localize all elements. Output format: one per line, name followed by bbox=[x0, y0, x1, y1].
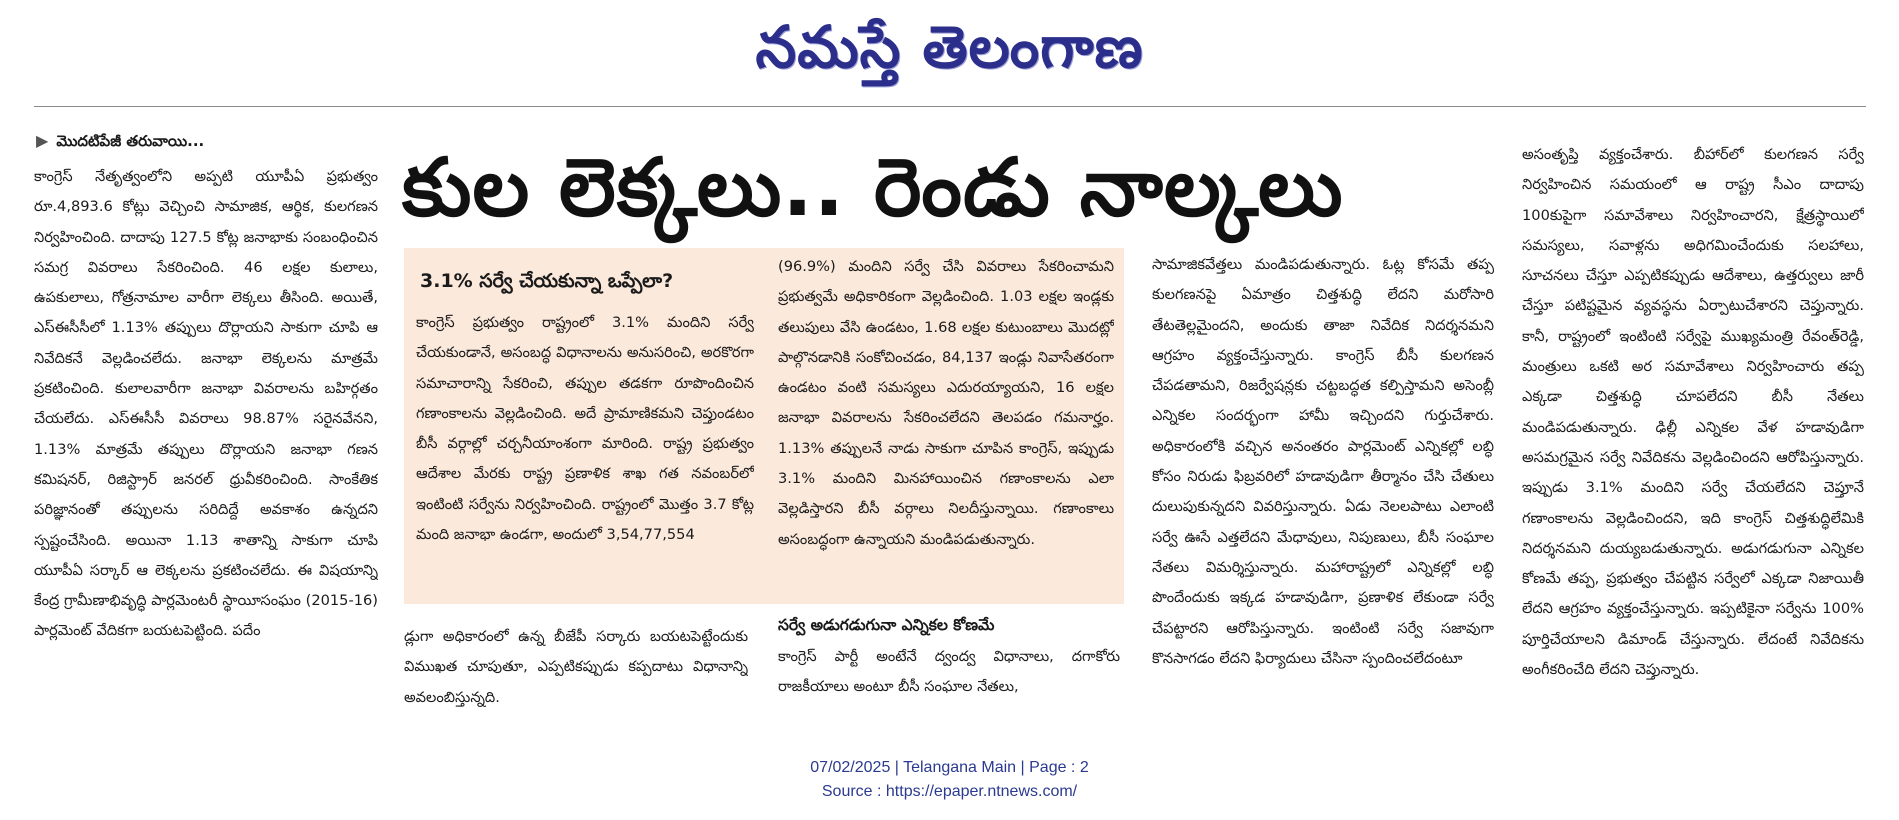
box-column-2: (96.9%) మందిని సర్వే చేసి వివరాలు సేకరించామని ప్రభుత్వమే అధికారికంగా వెల్లడించింది. 1.03 లక్షల ఇండ్లకు తలుపులు వేసి ఉండటం, 1.68 లక్షల కుటుంబాలు మొదట్లో పాల్గొనడానికి సంకోచించడం, 84,137 ఇండ్లు నివాసేతరంగా ఉండటం వంటి సమస్యలు ఎదురయ్యాయని, 16 లక్షల జనాభా వివరాలను సేకరించలేదని తెలపడం గమనార్హం. 1.13% తప్పులనే నాడు సాకుగా చూపిన కాంగ్రెస్, ఇప్పుడు 3.1% మందిని మినహాయించిన గణాంకాలను ఎలా వెల్లడిస్తారని బీసీ వర్గాలు నిలదీస్తున్నాయి. గణాంకాలు అసంబద్ధంగా ఉన్నాయని మండిపడుతున్నారు. bbox=[778, 258, 1114, 548]
masthead-logo: నమస్తే తెలంగాణ bbox=[755, 13, 1144, 81]
article-column-3-bottom: కాంగ్రెస్ పార్టీ అంటేనే ద్వంద్వ విధానాలు, దగాకోరు రాజకీయాలు అంటూ బీసీ సంఘాల నేతలు, bbox=[778, 648, 1120, 696]
masthead-rule bbox=[34, 106, 1866, 107]
footer-date-line: 07/02/2025 | Telangana Main | Page : 2 bbox=[810, 759, 1089, 776]
chevron-right-icon: ▶ bbox=[36, 131, 49, 150]
article-column-2-bottom: డ్లుగా అధికారంలో ఉన్న బీజేపీ సర్కారు బయటపెట్టేందుకు విముఖత చూపుతూ, ఎప్పటికప్పుడు కప్పదాటు విధానాన్ని అవలంబిస్తున్నది. bbox=[404, 628, 748, 706]
continued-label bbox=[36, 131, 376, 151]
article-column-5: అసంతృప్తి వ్యక్తంచేశారు. బీహార్‌లో కులగణన సర్వే నిర్వహించిన సమయంలో ఆ రాష్ట్ర సీఎం దాదాపు 100కుపైగా సమావేశాలు నిర్వహించారని, క్షేత్రస్థాయిలో సమస్యలు, సవాళ్లను అధిగమించేందుకు సలహాలు, సూచనలు చేస్తూ ఎప్పటికప్పుడు ఆదేశాలు, ఉత్తర్వులు జారీ చేస్తూ పటిష్టమైన వ్యవస్థను ఏర్పాటుచేశారని చెప్తున్నారు. కానీ, రాష్ట్రంలో ఇంటింటి సర్వేపై ముఖ్యమంత్రి రేవంత్‌రెడ్డి, మంత్రులు ఒకటి అర సమావేశాలు నిర్వహించారు తప్ప ఎక్కడా చిత్తశుద్ధి చూపలేదని బీసీ నేతలు మండిపడుతున్నారు. ఢిల్లీ ఎన్నికల వేళ హడావుడిగా అసమగ్రమైన సర్వే నివేదికను వెల్లడించిందని ఆరోపిస్తున్నారు. ఇప్పుడు 3.1% మందిని సర్వే చేయలేదని చెప్తూనే గణాంకాలను వెల్లడించిందని, ఇది కాంగ్రెస్ చిత్తశుద్ధిలేమికి నిదర్శనమని దుయ్యబడుతున్నారు. అడుగడుగునా ఎన్నికల కోణమే తప్ప, ప్రభుత్వం చేపట్టిన సర్వేలో ఎక్కడా నిజాయితీ లేదని ఆగ్రహం వ్యక్తంచేస్తున్నారు. ఇప్పటికైనా సర్వేను 100% పూర్తిచేయాలని డిమాండ్ చేస్తున్నారు. లేదంటే నివేదికను అంగీకరించేది లేదని చెప్తున్నారు. bbox=[1522, 146, 1864, 679]
article-column-1: కాంగ్రెస్ నేతృత్వంలోని అప్పటి యూపీఏ ప్రభుత్వం రూ.4,893.6 కోట్లు వెచ్చించి సామాజిక, ఆర్థిక, కులగణన నిర్వహించింది. దాదాపు 127.5 కోట్ల జనాభాకు సంబంధించిన సమగ్ర వివరాలు సేకరించింది. 46 లక్షల కులాలు, ఉపకులాలు, గోత్రనామాల వారీగా లెక్కలు తీసింది. అయితే, ఎస్ఈసీసీలో 1.13% తప్పులు దొర్లాయని సాకుగా చూపి ఆ నివేదికనే వెల్లడించలేదు. జనాభా లెక్కలను మాత్రమే ప్రకటించింది. కులాలవారీగా జనాభా వివరాలను బహిర్గతం చేయలేదు. ఎస్ఈసీసీ వివరాలు 98.87% సరైనవేనని, 1.13% మాత్రమే తప్పులు దొర్లాయని జనాభా గణన కమిషనర్, రిజిస్ట్రార్ జనరల్ ధ్రువీకరించింది. సాంకేతిక పరిజ్ఞానంతో తప్పులను సరిదిద్దే అవకాశం ఉన్నదని స్పష్టంచేసింది. అయినా 1.13 శాతాన్ని సాకుగా చూపి యూపీఏ సర్కార్ ఆ లెక్కలను ప్రకటించలేదు. ఈ విషయాన్ని కేంద్ర గ్రామీణాభివృద్ధి పార్లమెంటరీ స్థాయీసంఘం (2015-16) పార్లమెంట్ వేదికగా బయటపెట్టింది. పదేం bbox=[34, 168, 378, 640]
box-column-1: కాంగ్రెస్ ప్రభుత్వం రాష్ట్రంలో 3.1% మందిని సర్వే చేయకుండానే, అసంబద్ధ విధానాలను అనుసరించి, అరకొరగా సమాచారాన్ని సేకరించి, తప్పుల తడకగా రూపొందించిన గణాంకాలను వెల్లడించింది. అదే ప్రామాణికమని చెప్తుండటం బీసీ వర్గాల్లో చర్చనీయాంశంగా మారింది. రాష్ట్ర ప్రభుత్వం ఆదేశాల మేరకు రాష్ట్ర ప్రణాళిక శాఖ గత నవంబర్‌లో ఇంటింటి సర్వేను నిర్వహించింది. రాష్ట్రంలో మొత్తం 3.7 కోట్ల మంది జనాభా ఉండగా, అందులో 3,54,77,554 bbox=[416, 314, 754, 544]
footer-source-line: Source : https://epaper.ntnews.com/ bbox=[821, 783, 1078, 800]
headline: కుల లెక్కలు.. రెండు నాల్కలు bbox=[402, 141, 1344, 234]
section-subheading: సర్వే అడుగడుగునా ఎన్నికల కోణమే bbox=[778, 616, 995, 634]
continued-label-text: మొదటిపేజీ తరువాయి... bbox=[56, 132, 205, 150]
article-column-4: సామాజికవేత్తలు మండిపడుతున్నారు. ఓట్ల కోసమే తప్ప కులగణనపై ఏమాత్రం చిత్తశుద్ధి లేదని మరోసారి తేటతెల్లమైందని, అందుకు తాజా నివేదిక నిదర్శనమని ఆగ్రహం వ్యక్తంచేస్తున్నారు. కాంగ్రెస్ బీసీ కులగణన చేపడతామని, రిజర్వేషన్లకు చట్టబద్ధత కల్పిస్తామని అసెంబ్లీ ఎన్నికల సందర్భంగా హామీ ఇచ్చిందని గుర్తుచేశారు. అధికారంలోకి వచ్చిన అనంతరం పార్లమెంట్ ఎన్నికల్లో లబ్ధి కోసం నిరుడు ఫిబ్రవరిలో హడావుడిగా తీర్మానం చేసి చేతులు దులుపుకున్నదని వివరిస్తున్నారు. ఏడు నెలలపాటు ఎలాంటి సర్వే ఊసే ఎత్తలేదని మేధావులు, నిపుణులు, బీసీ సంఘాల నేతలు విమర్శిస్తున్నారు. మహారాష్ట్రలో ఎన్నికల్లో లబ్ధి పొందేందుకు ఇక్కడ హడావుడిగా, ప్రణాళిక లేకుండా సర్వే చేపట్టారని ఆరోపిస్తున్నారు. ఇంటింటి సర్వే సజావుగా కొనసాగడం లేదని ఫిర్యాదులు చేసినా స్పందించలేదంటూ bbox=[1152, 256, 1494, 667]
box-title: 3.1% సర్వే చేయకున్నా ఒప్పేలా? bbox=[420, 270, 674, 292]
